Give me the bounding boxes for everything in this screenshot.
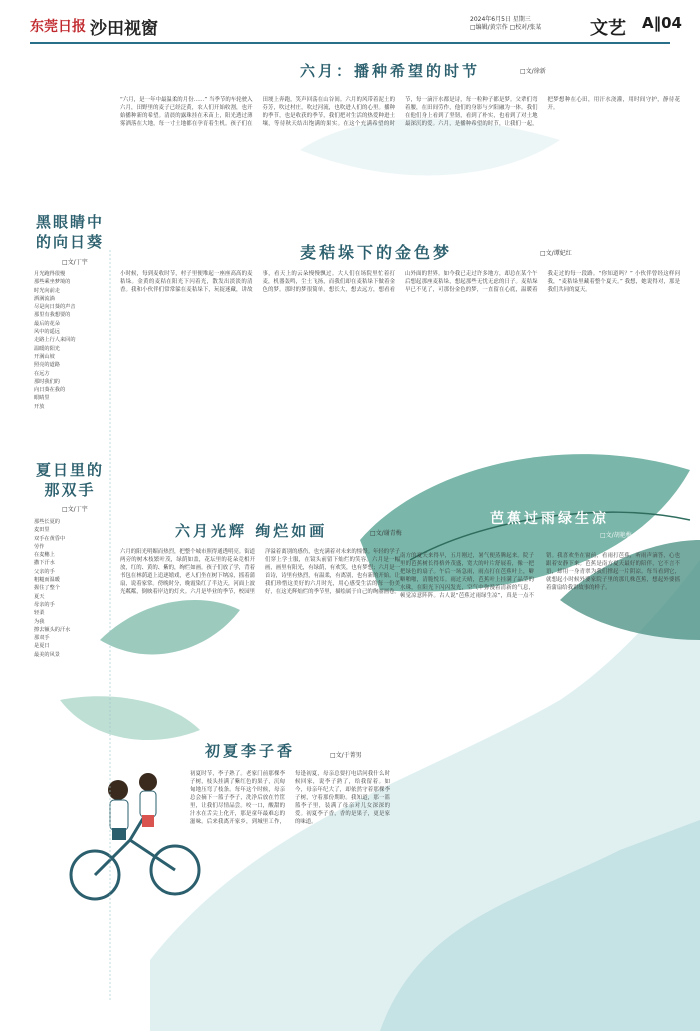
poem-line: 那些长夏的	[34, 519, 60, 525]
poem-1-title: 黑眼睛中的向日葵	[35, 213, 104, 251]
article-4-title-box	[490, 508, 650, 528]
article-2-title: 麦秸垛下的金色梦	[300, 243, 453, 262]
bicycle-kids-illustration	[71, 773, 199, 899]
article-5-author: □文/于菁男	[330, 752, 362, 759]
page-number: A‖04	[642, 14, 682, 32]
poem-line: 尽是向日葵的声音	[34, 304, 76, 311]
poem-line: 开放	[34, 403, 45, 410]
poem-2-title-box	[30, 460, 110, 500]
poem-1-author: □文/丁宇	[62, 259, 88, 266]
article-5-title: 初夏李子香	[205, 742, 296, 760]
article-5-body: 初夏时节，李子熟了。老家门前那棵李子树，枝头挂满了紫红色的果子，沉甸甸地压弯了枝条。每年这个时候，母亲总会摘下一篮子李子，洗净后放在竹筐里，让我们尽情品尝。咬一口，酸甜的汁水在舌尖上化开，那是童年最难忘的滋味。后来我离开家乡，到城里工作，每逢初夏，母亲总要打电话问我什么时候回家，说李子熟了，给我留着。如今，母亲年纪大了，却依然守着那棵李子树，守着那份期盼。我知道，那一篮篮李子里，装满了母亲对儿女深深的爱。初夏李子香，香的是果子，更是家的味道。	[190, 771, 390, 825]
article-5-title-box	[205, 740, 325, 761]
article-1-title: 六月：播种希望的时节	[300, 62, 481, 80]
poem-line: 撒下汗水	[34, 560, 55, 567]
poem-line: 那里有我想要的	[34, 312, 71, 319]
edition-label: 文艺	[590, 18, 626, 39]
poem-2-author: □文/丁宇	[62, 506, 88, 513]
poem-line: 时光向前走	[34, 287, 60, 294]
poem-line: 为我	[34, 618, 45, 625]
article-2-author: □文/谭妃红	[540, 250, 572, 257]
poem-line: 开满山坡	[34, 353, 55, 360]
poem-line: 温暖的阳光	[34, 345, 60, 352]
newspaper-brand: 东莞日报	[30, 19, 86, 35]
article-3-author: □文/谢青梅	[370, 530, 402, 537]
poem-line: 轻柔	[34, 610, 45, 617]
poem-line: 风中的遥远	[34, 329, 60, 336]
poem-line: 母亲的手	[34, 601, 55, 608]
poem-2-lines	[34, 518, 110, 668]
poem-line: 那些乘坐梦境的	[34, 279, 71, 286]
article-4-body: 南方的夏天来得早，五月刚过，暑气便蒸腾起来。院子里的芭蕉树长得格外茂盛，宽大的叶片舒展着，像一把把绿色的扇子。午后一场急雨，雨点打在芭蕉叶上，噼噼啪啪，清脆悦耳。雨过天晴，芭蕉叶上挂满了晶莹的水珠，在阳光下闪闪发光，空气中弥漫着清新的气息，顿觉凉意阵阵。古人说“芭蕉过雨绿生凉”，真是一点不错。我喜欢坐在窗前，看雨打芭蕉，听雨声滴答，心也跟着安静下来。芭蕉是南方夏天最好的陪伴，它不言不语，却用一身青翠为我们撑起一片阴凉。每当看到它，就想起小时候外婆家院子里的那几株芭蕉，想起外婆摇着蒲扇给我讲故事的样子。	[400, 553, 680, 599]
poem-line: 洒满流淌	[34, 295, 55, 302]
poem-line: 眼睛里	[34, 395, 50, 402]
poem-line: 月光跑得很慢	[34, 271, 66, 277]
poem-line: 向日葵在我的	[34, 387, 66, 394]
date-line: 2024年6月5日 星期三 □编辑/黄宗作 □校对/张某	[470, 16, 542, 31]
article-3-title-box	[175, 520, 345, 541]
poem-line: 最后的花朵	[34, 320, 60, 327]
poem-line: 父亲的手	[34, 568, 55, 575]
article-2-title-box	[300, 240, 510, 263]
poem-line: 那双手	[34, 635, 50, 642]
poem-line: 那时我们的	[34, 378, 60, 385]
poem-line: 夏天	[34, 593, 45, 600]
poem-line: 最美的风景	[34, 651, 60, 658]
poem-1-lines	[34, 270, 110, 430]
poem-line: 走路上行人来回的	[34, 337, 76, 344]
article-1-title-box	[300, 60, 500, 82]
poem-line: 在远方	[34, 370, 50, 377]
poem-line: 劳作	[34, 543, 45, 550]
article-1-author: □文/徐新	[520, 68, 546, 75]
poem-line: 双手在黄昏中	[34, 535, 66, 542]
poem-line: 粗糙而温暖	[34, 577, 60, 584]
article-3-body: 六月的阳光明媚而热烈，把整个城市照得通透明亮。街道两旁的树木枝繁叶茂，绿荫如盖，花坛里的花朵竞相开放，红的、黄的、紫的，绚烂如画。孩子们放了学，背着书包在林荫道上追逐嬉戏，老人们坐在树下纳凉，摇着蒲扇，说着家常。傍晚时分，晚霞染红了半边天，河面上波光粼粼，倒映着岸边的灯火。六月是毕业的季节，校园里洋溢着离别的感伤，也充满着对未来的憧憬。年轻的学子们穿上学士服，在镜头前留下灿烂的笑容。六月是一幅画，画里有阳光，有绿荫，有欢笑，也有梦想；六月是一首诗，诗里有热烈，有温柔，有离别，也有新的开始。让我们珍惜这美好的六月时光，用心感受生活的每一份美好，在这光辉灿烂的季节里，描绘属于自己的绚丽画卷。	[120, 549, 400, 595]
poem-line: 是夏日	[34, 643, 50, 650]
poem-line: 照亮的道路	[34, 362, 60, 369]
article-4-title: 芭蕉过雨绿生凉	[490, 511, 609, 527]
article-1-body: “六月，是一年中最温柔的月份……” 当季节的车轮驶入六月，田野里的麦子已经泛黄，农人们开始收割，也开始播种新的希望。清晨的露珠挂在禾苗上，阳光透过薄雾洒落在大地，每一寸土地都在孕育着生机。孩子们在田埂上奔跑，笑声回荡在山谷间。六月的风带着泥土的芬芳，吹过村庄，吹过河流，也吹进人们的心里。播种的季节，也是收获的季节，我们把对生活的热爱种进土壤，等待秋天结出饱满的果实。在这个充满希望的时节，每一滴汗水都是诗，每一粒种子都是梦。父辈们弯着腰，在田间劳作，他们的身影与夕阳融为一体。我们在他们身上看到了坚韧，看到了朴实，也看到了对土地最深沉的爱。六月，是播种希望的时节，让我们一起，把梦想种在心田，用汗水浇灌，用时间守护，静待花开。	[120, 97, 680, 127]
article-3-title: 六月光辉 绚烂如画	[175, 522, 328, 540]
poem-line: 麦田里	[34, 527, 50, 534]
poem-1-title-box	[30, 212, 110, 252]
poem-line: 擦去额头的汗水	[34, 626, 71, 633]
poem-line: 在麦穗上	[34, 552, 55, 559]
section-name: 沙田视窗	[90, 19, 158, 39]
article-2-body: 小时候，每到麦收时节，村子里便堆起一座座高高的麦秸垛。金黄的麦秸在阳光下闪着光，散发出淡淡的清香。我和小伙伴们常常躲在麦秸垛下，玩捉迷藏，讲故事，看天上的云朵慢慢飘过。大人们在场院里忙着打麦，机器轰鸣，尘土飞扬，而我们却在麦秸垛下做着金色的梦。那时的梦很简单，想长大，想去远方，想看看山外面的世界。如今我已走过许多地方，却总在某个午后想起那座麦秸垛，想起那些无忧无虑的日子。麦秸垛早已不见了，可那份金色的梦，一直留在心底，温暖着我走过的每一段路。“你知道吗？” 小伙伴曾经这样问我，“麦秸垛里藏着整个夏天。” 我想，她说得对，那是我们共同的夏天。	[120, 271, 680, 293]
poem-2-title: 夏日里的那双手	[35, 461, 104, 499]
poem-line: 握住了整个	[34, 585, 60, 592]
article-4-author: □文/胡艳梅	[600, 532, 632, 539]
